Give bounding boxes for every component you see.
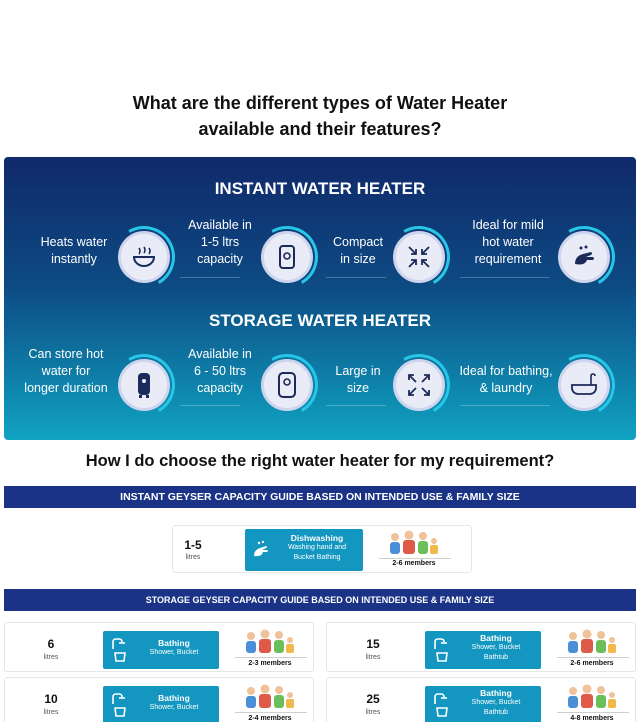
capacity-unit: litres [43,654,59,661]
heading-line-2: available and their features? [198,119,442,139]
family-icon [385,528,441,556]
use-sub-line: Washing hand and [287,544,347,551]
use-title: Bathing [158,693,190,703]
divider-line [180,277,240,278]
choose-heater-heading: How I do choose the right water heater for my requirement? [85,452,555,470]
use-box [245,529,363,571]
instant-feature-1-text: Heats water instantly [40,235,108,266]
use-title: Bathing [480,633,512,643]
storage-tank-icon [118,359,170,411]
family-icon [241,682,297,710]
members-label: 2-6 members [570,660,614,667]
divider-line [235,712,307,713]
washing-hands-icon [558,231,610,283]
use-sub-line: Shower, Bucket [471,699,521,706]
members-label: 2-3 members [248,660,292,667]
geyser-large-icon [261,359,313,411]
divider-line [557,657,629,658]
family-icon [563,627,619,655]
shower-bucket-icon [109,692,131,718]
storage-guide-card [4,677,314,722]
geyser-small-icon [261,231,313,283]
divider-line [460,277,550,278]
divider-line [379,558,451,559]
capacity-value: 25 [366,692,380,706]
capacity-value: 1-5 [184,538,202,552]
bathtub-icon [558,359,610,411]
main-question-heading [0,90,640,142]
use-title: Bathing [158,638,190,648]
compress-arrows-icon [393,231,445,283]
storage-guide-card [326,622,636,672]
capacity-unit: litres [185,554,201,561]
members-label: 2-4 members [248,715,292,722]
shower-bucket-icon [109,637,131,663]
storage-feature-4-text: Ideal for bathing, & laundry [459,364,553,395]
divider-line [557,712,629,713]
capacity-value: 6 [47,637,55,651]
divider-line [326,277,386,278]
use-box [103,631,219,669]
family-icon [563,682,619,710]
heading-line-1: What are the different types of Water Heater [132,93,508,113]
members-label: 2-6 members [392,560,436,567]
storage-heater-title: STORAGE WATER HEATER [209,311,431,330]
water-heater-types-panel [4,157,636,440]
use-box [425,631,541,669]
instant-guide-bar: INSTANT GEYSER CAPACITY GUIDE BASED ON INTENDED USE & FAMILY SIZE [4,486,636,508]
use-sub-line: Bathtub [483,709,509,716]
use-title: Bathing [480,688,512,698]
capacity-unit: litres [365,709,381,716]
instant-feature-3-text: Compact in size [332,235,384,266]
use-box [425,686,541,722]
capacity-unit: litres [43,709,59,716]
storage-guide-card [326,677,636,722]
shower-bucket-icon [431,637,453,663]
capacity-value: 10 [44,692,58,706]
use-box [103,686,219,722]
storage-feature-3-text: Large in size [335,364,381,395]
divider-line [460,405,550,406]
use-sub-line: Shower, Bucket [471,644,521,651]
instant-feature-2-text: Available in 1-5 ltrs capacity [188,218,252,266]
heating-bowl-icon [118,231,170,283]
members-label: 4-8 members [570,715,614,722]
instant-feature-4-text: Ideal for mild hot water requirement [472,218,544,266]
instant-heater-title: INSTANT WATER HEATER [214,179,426,198]
washing-hands-icon [251,539,273,561]
divider-line [180,405,240,406]
family-icon [241,627,297,655]
divider-line [235,657,307,658]
use-sub-line: Shower, Bucket [149,649,199,656]
use-title: Dishwashing [290,533,344,543]
divider-line [326,405,386,406]
instant-guide-card [172,525,472,573]
storage-guide-card [4,622,314,672]
storage-feature-1-text: Can store hot water for longer duration [24,347,108,395]
shower-bucket-icon [431,692,453,718]
capacity-value: 15 [366,637,380,651]
storage-guide-bar: STORAGE GEYSER CAPACITY GUIDE BASED ON INTENDED USE & FAMILY SIZE [4,589,636,611]
use-sub-line: Bucket Bathing [293,554,341,561]
expand-arrows-icon [393,359,445,411]
use-sub-line: Bathtub [483,654,509,661]
storage-feature-2-text: Available in 6 - 50 ltrs capacity [188,347,252,395]
capacity-unit: litres [365,654,381,661]
use-sub-line: Shower, Bucket [149,704,199,711]
